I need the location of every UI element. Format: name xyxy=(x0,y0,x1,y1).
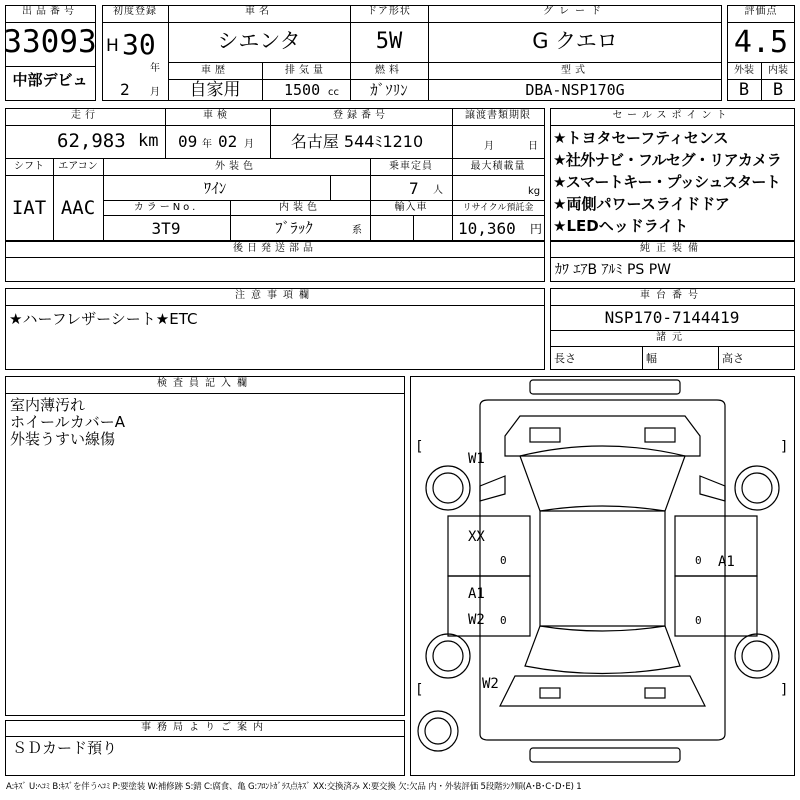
chassis-number: NSP170-7144419 xyxy=(604,308,740,327)
plate-label: 登録番号 xyxy=(333,110,389,121)
hood xyxy=(505,416,700,456)
legend: A:ｷｽﾞ U:ﾍｺﾐ B:ｷｽﾞを伴うﾍｺﾐ P:要塗装 W:補修跡 S:錆 C:腐食、亀 G:ﾌﾛﾝﾄｶﾞﾗｽ点ｷｽﾞ XX:交換済み X:要交換 欠:欠品 内・外装評価 5段階ﾗﾝｸ順(A･B･C･D･E) 1 xyxy=(6,782,582,792)
color-no: 3T9 xyxy=(151,219,181,238)
selling-point: ★LEDヘッドライト xyxy=(553,217,689,235)
parts-later-label: 後日発送部品 xyxy=(233,243,317,254)
front-left-light xyxy=(530,428,560,442)
left-front-door xyxy=(448,516,530,576)
inspection-year-unit: 年 xyxy=(202,139,212,150)
history: 自家用 xyxy=(189,80,241,100)
model: DBA-NSP170G xyxy=(525,81,625,99)
grade: G クエロ xyxy=(532,29,618,53)
reg-month: 2 xyxy=(120,80,130,99)
rear-left-light xyxy=(540,688,560,698)
displacement-label: 排気量 xyxy=(285,65,327,76)
inspection-year: 09 xyxy=(178,132,198,151)
mark-w1: W1 xyxy=(468,451,485,467)
car-damage-diagram xyxy=(410,376,795,776)
mark-w2-left: W2 xyxy=(468,612,485,628)
color-no-label: カラーNo. xyxy=(133,202,199,213)
reg-year: 30 xyxy=(122,28,156,61)
month-unit: 月 xyxy=(150,87,160,98)
mark-w2-rear: W2 xyxy=(482,676,499,692)
rear-right-light xyxy=(645,688,665,698)
zero-right-front: 0 xyxy=(695,554,702,567)
plate-number: 名古屋 544ﾐ1210 xyxy=(290,132,424,151)
dims-label: 諸元 xyxy=(656,332,688,343)
capacity-label: 乗車定員 xyxy=(389,161,433,172)
first-reg-label: 初度登録 xyxy=(113,6,157,17)
zero-left-rear: 0 xyxy=(500,614,507,627)
venue: 中部デビュ xyxy=(12,71,88,89)
int-color-unit: 系 xyxy=(352,225,362,236)
height-label: 高さ xyxy=(722,352,744,365)
selling-point: ★両側パワースライドドア xyxy=(553,195,730,213)
inspection-month: 02 xyxy=(218,132,238,151)
front-bumper xyxy=(530,380,680,394)
spare-wheel xyxy=(418,711,458,751)
equipment-label: 純正装備 xyxy=(640,243,704,254)
load-label: 最大積載量 xyxy=(470,161,526,172)
notes-label: 注意事項欄 xyxy=(235,290,315,301)
bracket-rl: [ xyxy=(415,682,424,698)
mark-a1-left: A1 xyxy=(468,586,485,602)
model-label: 型式 xyxy=(561,65,589,76)
roof xyxy=(540,511,665,626)
zero-left-front: 0 xyxy=(500,554,507,567)
displacement: 1500 xyxy=(284,81,321,99)
capacity: 7 xyxy=(409,179,419,198)
bracket-fl: [ xyxy=(415,439,424,455)
mileage-label: 走行 xyxy=(71,110,99,121)
recycle-unit: 円 xyxy=(530,222,543,236)
left-rear-door xyxy=(448,576,530,636)
capacity-unit: 人 xyxy=(433,185,443,196)
car-name-label: 車名 xyxy=(245,6,273,17)
transfer-month-unit: 月 xyxy=(484,141,494,152)
chassis-label: 車台番号 xyxy=(640,290,704,301)
shift-label: シフト xyxy=(14,161,44,172)
rear-window xyxy=(525,626,680,674)
lot-label: 出品番号 xyxy=(22,6,78,17)
inspector-label: 検査員記入欄 xyxy=(157,378,253,389)
left-mirror xyxy=(480,476,505,501)
fuel-label: 燃料 xyxy=(375,65,403,76)
era: H xyxy=(106,36,119,56)
bracket-fr: ] xyxy=(780,439,789,455)
int-color-label: 内装色 xyxy=(279,202,321,213)
inspection-month-unit: 月 xyxy=(244,139,254,150)
inspector-line: 室内薄汚れ xyxy=(10,396,86,414)
office-value: ＳＤカード預り xyxy=(12,739,118,757)
body-color: ﾜｲﾝ xyxy=(203,179,227,197)
interior-grade: B xyxy=(772,80,784,100)
score-label: 評価点 xyxy=(744,6,778,17)
door-label: ドア形状 xyxy=(367,6,411,17)
front-right-light xyxy=(645,428,675,442)
inspector-line: 外装うすい線傷 xyxy=(10,430,116,448)
zero-right-rear: 0 xyxy=(695,614,702,627)
history-label: 車歴 xyxy=(201,65,229,76)
length-label: 長さ xyxy=(554,352,576,365)
recycle-label: リサイクル預託金 xyxy=(462,203,534,213)
exterior-label: 外装 xyxy=(734,65,754,76)
mark-a1-right: A1 xyxy=(718,554,735,570)
rear-hatch xyxy=(500,676,705,706)
year-unit: 年 xyxy=(150,63,160,74)
interior-label: 内装 xyxy=(768,65,788,76)
inspection-label: 車検 xyxy=(203,110,231,121)
body-outline xyxy=(480,400,725,740)
inspector-line: ホイールカバーA xyxy=(10,413,125,431)
transfer-day-unit: 日 xyxy=(528,141,538,152)
right-rear-door xyxy=(675,576,757,636)
mark-xx: XX xyxy=(468,529,485,545)
import-label: 輸入車 xyxy=(394,202,428,213)
selling-point: ★スマートキー・プッシュスタート xyxy=(553,173,781,191)
width-label: 幅 xyxy=(646,352,657,365)
ac: AAC xyxy=(60,197,96,219)
selling-point: ★社外ナビ・フルセグ・リアカメラ xyxy=(553,151,782,169)
fuel: ｶﾞｿﾘﾝ xyxy=(370,81,408,99)
color-label: 外装色 xyxy=(215,161,257,172)
load-unit: kg xyxy=(528,186,541,197)
rear-bumper xyxy=(530,748,680,762)
car-name: シエンタ xyxy=(217,29,301,53)
displacement-unit: cc xyxy=(328,87,339,98)
mileage: 62,983 xyxy=(57,130,126,152)
shift: IAT xyxy=(11,197,47,219)
right-front-door xyxy=(675,516,757,576)
lot-number: 33093 xyxy=(3,24,97,60)
recycle-fee: 10,360 xyxy=(458,219,516,238)
grade-label: グレード xyxy=(543,6,607,17)
selling-points-label: セールスポイント xyxy=(612,110,732,121)
score: 4.5 xyxy=(733,25,789,60)
mileage-unit: km xyxy=(138,131,159,151)
ac-label: エアコン xyxy=(58,161,98,172)
door-type: 5W xyxy=(375,29,403,54)
transfer-label: 譲渡書類期限 xyxy=(465,110,531,121)
office-label: 事務局よりご案内 xyxy=(141,722,269,733)
right-mirror xyxy=(700,476,725,501)
equipment-value: ｶﾜ ｴｱB ｱﾙﾐ PS PW xyxy=(555,262,672,278)
notes-value: ★ハーフレザーシート★ETC xyxy=(9,310,198,328)
selling-point: ★トヨタセーフティセンス xyxy=(553,129,729,147)
bracket-rr: ] xyxy=(780,682,789,698)
exterior-grade: B xyxy=(738,80,750,100)
int-color: ﾌﾞﾗｯｸ xyxy=(275,219,313,237)
